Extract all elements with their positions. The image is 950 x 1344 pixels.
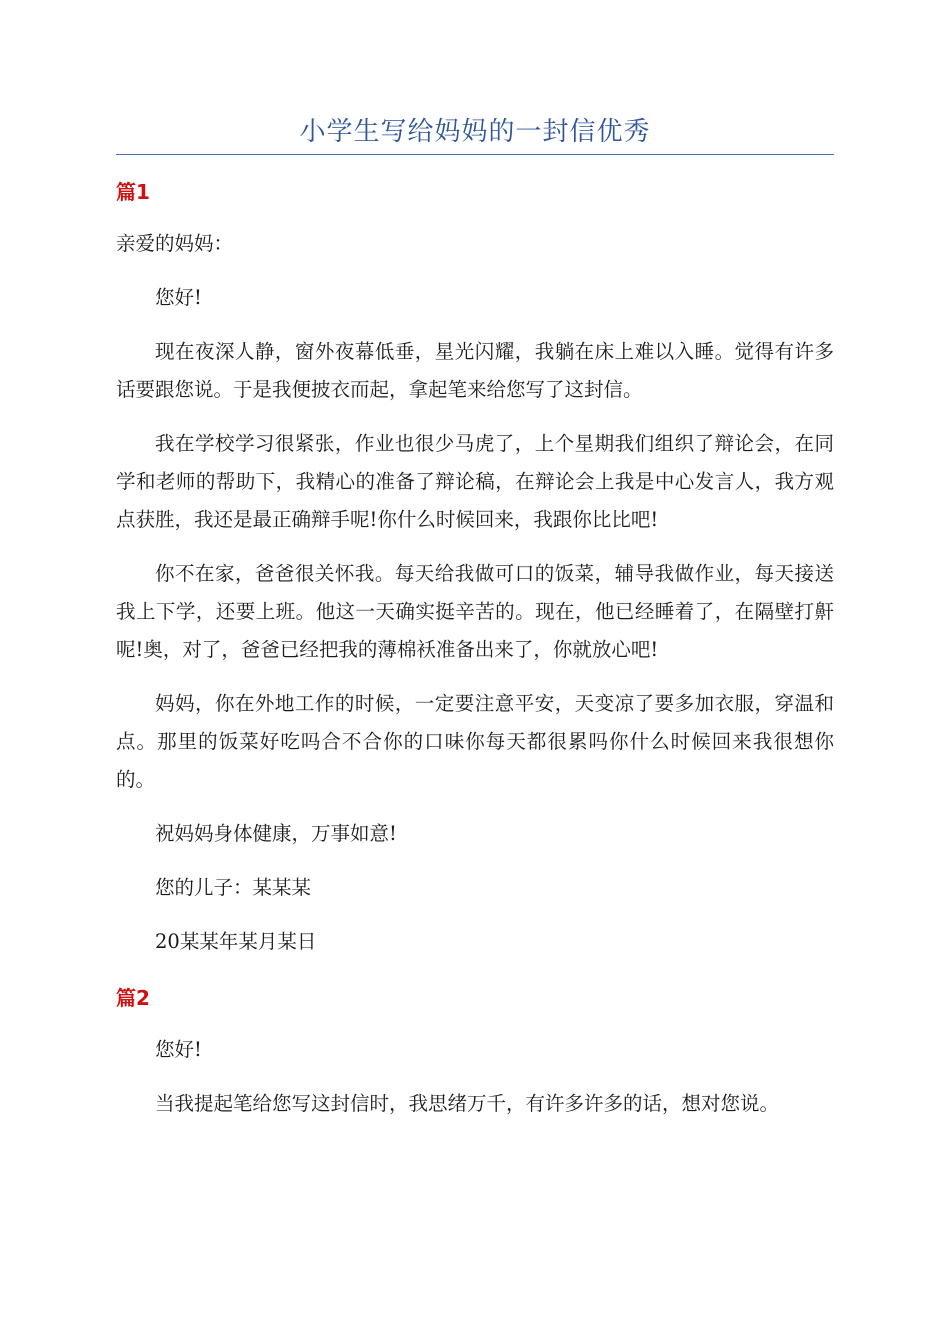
section-heading: 篇2 <box>116 986 150 1010</box>
signature: 您的儿子：某某某 <box>155 876 312 899</box>
date-line: 20某某年某月某日 <box>155 930 317 953</box>
title-underline <box>116 154 834 155</box>
salutation: 亲爱的妈妈： <box>116 232 234 255</box>
document-page <box>116 112 834 1139</box>
section-1 <box>116 177 834 961</box>
paragraph: 妈妈，你在外地工作的时候，一定要注意平安，天变凉了要多加衣服，穿温和点。那里的饭菜好吃吗合不合你的口味你每天都很累吗你什么时候回来我很想你的。 <box>116 692 834 791</box>
paragraph: 现在夜深人静，窗外夜幕低垂，星光闪耀，我躺在床上难以入睡。觉得有许多话要跟您说。于是我便披衣而起，拿起笔来给您写了这封信。 <box>116 340 834 401</box>
paragraph: 当我提起笔给您写这封信时，我思绪万千，有许多许多的话，想对您说。 <box>155 1092 780 1115</box>
paragraph: 我在学校学习很紧张，作业也很少马虎了，上个星期我们组织了辩论会，在同学和老师的帮助下，我精心的准备了辩论稿，在辩论会上我是中心发言人，我方观点获胜，我还是最正确辩手呢!你什么时候回来，我跟你比比吧! <box>116 432 834 531</box>
paragraph: 您好! <box>155 1038 202 1061</box>
closing-wish: 祝妈妈身体健康，万事如意! <box>155 822 397 845</box>
section-2 <box>116 983 834 1123</box>
paragraph: 您好! <box>155 286 202 309</box>
document-title: 小学生写给妈妈的一封信优秀 <box>299 117 651 147</box>
section-heading: 篇1 <box>116 180 150 204</box>
paragraph: 你不在家，爸爸很关怀我。每天给我做可口的饭菜，辅导我做作业，每天接送我上下学，还要上班。他这一天确实挺辛苦的。现在，他已经睡着了，在隔壁打鼾呢!奥，对了，爸爸已经把我的薄棉袄准备出来了，你就放心吧! <box>116 562 834 661</box>
